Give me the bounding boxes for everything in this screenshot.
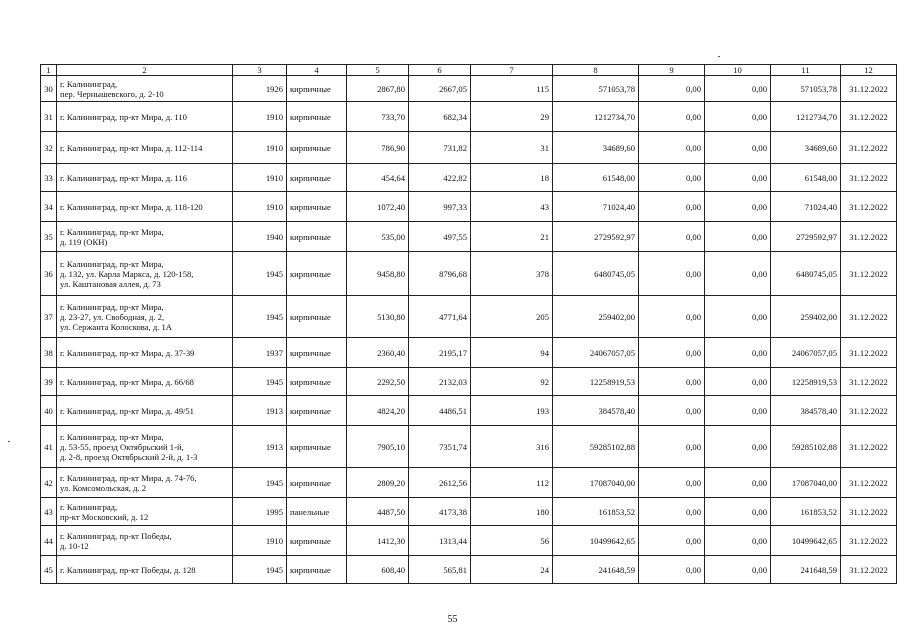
row-number: 40 — [41, 396, 57, 426]
living-area-cell: 682,34 — [409, 102, 471, 132]
budget-amount-cell: 0,00 — [705, 368, 771, 396]
residents-count-cell: 21 — [471, 222, 553, 252]
table-row — [41, 102, 897, 132]
address-cell: г. Калининград, пр-кт Мира, д. 132, ул. Карла Маркса, д. 120-158, ул. Каштановая аллея, д. 73 — [57, 252, 233, 296]
residents-count-cell: 92 — [471, 368, 553, 396]
year-built-cell: 1945 — [233, 468, 287, 498]
address-cell: г. Калининград, пр-кт Мира, д. 37-39 — [57, 338, 233, 368]
wall-material-cell: кирпичные — [287, 338, 347, 368]
deadline-date-cell: 31.12.2022 — [841, 164, 897, 192]
row-number: 42 — [41, 468, 57, 498]
other-amount-cell: 61548,00 — [771, 164, 841, 192]
table-row — [41, 338, 897, 368]
table-row — [41, 468, 897, 498]
year-built-cell: 1910 — [233, 192, 287, 222]
wall-material-cell: панельные — [287, 498, 347, 526]
total-area-cell: 608,40 — [347, 556, 409, 584]
address-cell: г. Калининград, пр-кт Мира, д. 66/68 — [57, 368, 233, 396]
wall-material-cell: кирпичные — [287, 76, 347, 102]
total-cost-cell: 571053,78 — [553, 76, 639, 102]
living-area-cell: 497,55 — [409, 222, 471, 252]
row-number: 38 — [41, 338, 57, 368]
row-number: 31 — [41, 102, 57, 132]
column-number: 11 — [771, 65, 841, 76]
wall-material-cell: кирпичные — [287, 102, 347, 132]
residents-count-cell: 94 — [471, 338, 553, 368]
living-area-cell: 2612,56 — [409, 468, 471, 498]
other-amount-cell: 571053,78 — [771, 76, 841, 102]
wall-material-cell: кирпичные — [287, 252, 347, 296]
other-amount-cell: 24067057,05 — [771, 338, 841, 368]
residents-count-cell: 180 — [471, 498, 553, 526]
fund-amount-cell: 0,00 — [639, 526, 705, 556]
fund-amount-cell: 0,00 — [639, 368, 705, 396]
total-area-cell: 535,00 — [347, 222, 409, 252]
table-body — [41, 65, 897, 584]
deadline-date-cell: 31.12.2022 — [841, 468, 897, 498]
deadline-date-cell: 31.12.2022 — [841, 426, 897, 468]
deadline-date-cell: 31.12.2022 — [841, 338, 897, 368]
total-area-cell: 1072,40 — [347, 192, 409, 222]
address-cell: г. Калининград, пр-кт Мира, д. 53-55, проезд Октябрьский 1-й, д. 2-8, проезд Октябрьский 2-й, д. 1-3 — [57, 426, 233, 468]
table-row — [41, 396, 897, 426]
table-row — [41, 132, 897, 164]
column-number: 9 — [639, 65, 705, 76]
column-number: 4 — [287, 65, 347, 76]
deadline-date-cell: 31.12.2022 — [841, 76, 897, 102]
year-built-cell: 1945 — [233, 252, 287, 296]
year-built-cell: 1913 — [233, 396, 287, 426]
fund-amount-cell: 0,00 — [639, 164, 705, 192]
other-amount-cell: 241648,59 — [771, 556, 841, 584]
fund-amount-cell: 0,00 — [639, 556, 705, 584]
other-amount-cell: 259402,00 — [771, 296, 841, 338]
total-area-cell: 2809,20 — [347, 468, 409, 498]
year-built-cell: 1910 — [233, 102, 287, 132]
row-number: 36 — [41, 252, 57, 296]
budget-amount-cell: 0,00 — [705, 76, 771, 102]
address-cell: г. Калининград, пр-кт Мира, д. 110 — [57, 102, 233, 132]
year-built-cell: 1945 — [233, 556, 287, 584]
row-number: 41 — [41, 426, 57, 468]
wall-material-cell: кирпичные — [287, 164, 347, 192]
wall-material-cell: кирпичные — [287, 132, 347, 164]
address-cell: г. Калининград, пр-кт Мира, д. 23-27, ул. Свободная, д. 2, ул. Сержанта Колоскова, д. 1А — [57, 296, 233, 338]
deadline-date-cell: 31.12.2022 — [841, 296, 897, 338]
wall-material-cell: кирпичные — [287, 526, 347, 556]
column-number-row — [41, 65, 897, 76]
other-amount-cell: 2729592,97 — [771, 222, 841, 252]
wall-material-cell: кирпичные — [287, 368, 347, 396]
fund-amount-cell: 0,00 — [639, 102, 705, 132]
other-amount-cell: 71024,40 — [771, 192, 841, 222]
total-area-cell: 5130,80 — [347, 296, 409, 338]
other-amount-cell: 10499642,65 — [771, 526, 841, 556]
total-cost-cell: 34689,60 — [553, 132, 639, 164]
living-area-cell: 2667,05 — [409, 76, 471, 102]
budget-amount-cell: 0,00 — [705, 252, 771, 296]
total-cost-cell: 161853,52 — [553, 498, 639, 526]
row-number: 44 — [41, 526, 57, 556]
scan-speck — [718, 56, 720, 57]
wall-material-cell: кирпичные — [287, 396, 347, 426]
column-number: 6 — [409, 65, 471, 76]
table-row — [41, 368, 897, 396]
wall-material-cell: кирпичные — [287, 222, 347, 252]
budget-amount-cell: 0,00 — [705, 132, 771, 164]
residents-count-cell: 56 — [471, 526, 553, 556]
total-area-cell: 9458,80 — [347, 252, 409, 296]
residents-count-cell: 43 — [471, 192, 553, 222]
residents-count-cell: 112 — [471, 468, 553, 498]
table-row — [41, 192, 897, 222]
other-amount-cell: 59285102,88 — [771, 426, 841, 468]
table-row — [41, 222, 897, 252]
table-row — [41, 164, 897, 192]
living-area-cell: 7351,74 — [409, 426, 471, 468]
wall-material-cell: кирпичные — [287, 426, 347, 468]
wall-material-cell: кирпичные — [287, 192, 347, 222]
fund-amount-cell: 0,00 — [639, 498, 705, 526]
living-area-cell: 8796,68 — [409, 252, 471, 296]
table-row — [41, 296, 897, 338]
fund-amount-cell: 0,00 — [639, 396, 705, 426]
residents-count-cell: 18 — [471, 164, 553, 192]
total-area-cell: 786,90 — [347, 132, 409, 164]
total-cost-cell: 10499642,65 — [553, 526, 639, 556]
residents-count-cell: 193 — [471, 396, 553, 426]
table-row — [41, 426, 897, 468]
page-number: 55 — [447, 614, 458, 625]
fund-amount-cell: 0,00 — [639, 132, 705, 164]
year-built-cell: 1945 — [233, 368, 287, 396]
wall-material-cell: кирпичные — [287, 556, 347, 584]
living-area-cell: 1313,44 — [409, 526, 471, 556]
budget-amount-cell: 0,00 — [705, 498, 771, 526]
total-cost-cell: 71024,40 — [553, 192, 639, 222]
other-amount-cell: 34689,60 — [771, 132, 841, 164]
address-cell: г. Калининград, пр-кт Мира, д. 119 (ОКН) — [57, 222, 233, 252]
total-area-cell: 7905,10 — [347, 426, 409, 468]
row-number: 32 — [41, 132, 57, 164]
table-row — [41, 556, 897, 584]
living-area-cell: 565,81 — [409, 556, 471, 584]
row-number: 37 — [41, 296, 57, 338]
living-area-cell: 731,82 — [409, 132, 471, 164]
fund-amount-cell: 0,00 — [639, 192, 705, 222]
wall-material-cell: кирпичные — [287, 468, 347, 498]
year-built-cell: 1910 — [233, 526, 287, 556]
year-built-cell: 1913 — [233, 426, 287, 468]
other-amount-cell: 17087040,00 — [771, 468, 841, 498]
deadline-date-cell: 31.12.2022 — [841, 498, 897, 526]
other-amount-cell: 6480745,05 — [771, 252, 841, 296]
total-area-cell: 1412,30 — [347, 526, 409, 556]
row-number: 39 — [41, 368, 57, 396]
address-cell: г. Калининград, пр-кт Мира, д. 118-120 — [57, 192, 233, 222]
address-cell: г. Калининград, пр-кт Мира, д. 49/51 — [57, 396, 233, 426]
total-cost-cell: 24067057,05 — [553, 338, 639, 368]
budget-amount-cell: 0,00 — [705, 222, 771, 252]
fund-amount-cell: 0,00 — [639, 338, 705, 368]
year-built-cell: 1926 — [233, 76, 287, 102]
row-number: 34 — [41, 192, 57, 222]
living-area-cell: 4771,64 — [409, 296, 471, 338]
total-area-cell: 2360,40 — [347, 338, 409, 368]
column-number: 8 — [553, 65, 639, 76]
living-area-cell: 4486,51 — [409, 396, 471, 426]
total-cost-cell: 17087040,00 — [553, 468, 639, 498]
housing-register-table — [40, 64, 897, 584]
deadline-date-cell: 31.12.2022 — [841, 102, 897, 132]
deadline-date-cell: 31.12.2022 — [841, 222, 897, 252]
living-area-cell: 2195,17 — [409, 338, 471, 368]
total-cost-cell: 1212734,70 — [553, 102, 639, 132]
year-built-cell: 1995 — [233, 498, 287, 526]
scan-speck — [8, 441, 10, 442]
fund-amount-cell: 0,00 — [639, 252, 705, 296]
total-area-cell: 2292,50 — [347, 368, 409, 396]
table-row — [41, 498, 897, 526]
budget-amount-cell: 0,00 — [705, 192, 771, 222]
deadline-date-cell: 31.12.2022 — [841, 396, 897, 426]
fund-amount-cell: 0,00 — [639, 76, 705, 102]
residents-count-cell: 29 — [471, 102, 553, 132]
total-cost-cell: 384578,40 — [553, 396, 639, 426]
total-cost-cell: 2729592,97 — [553, 222, 639, 252]
row-number: 33 — [41, 164, 57, 192]
total-cost-cell: 259402,00 — [553, 296, 639, 338]
column-number: 3 — [233, 65, 287, 76]
deadline-date-cell: 31.12.2022 — [841, 368, 897, 396]
budget-amount-cell: 0,00 — [705, 426, 771, 468]
residents-count-cell: 205 — [471, 296, 553, 338]
budget-amount-cell: 0,00 — [705, 338, 771, 368]
fund-amount-cell: 0,00 — [639, 426, 705, 468]
budget-amount-cell: 0,00 — [705, 296, 771, 338]
fund-amount-cell: 0,00 — [639, 296, 705, 338]
column-number: 5 — [347, 65, 409, 76]
total-cost-cell: 59285102,88 — [553, 426, 639, 468]
total-cost-cell: 12258919,53 — [553, 368, 639, 396]
other-amount-cell: 12258919,53 — [771, 368, 841, 396]
address-cell: г. Калининград, пр-кт Мира, д. 112-114 — [57, 132, 233, 164]
budget-amount-cell: 0,00 — [705, 102, 771, 132]
total-area-cell: 733,70 — [347, 102, 409, 132]
other-amount-cell: 1212734,70 — [771, 102, 841, 132]
row-number: 35 — [41, 222, 57, 252]
total-area-cell: 4824,20 — [347, 396, 409, 426]
wall-material-cell: кирпичные — [287, 296, 347, 338]
living-area-cell: 2132,03 — [409, 368, 471, 396]
residents-count-cell: 115 — [471, 76, 553, 102]
budget-amount-cell: 0,00 — [705, 526, 771, 556]
other-amount-cell: 384578,40 — [771, 396, 841, 426]
total-cost-cell: 241648,59 — [553, 556, 639, 584]
residents-count-cell: 316 — [471, 426, 553, 468]
budget-amount-cell: 0,00 — [705, 396, 771, 426]
living-area-cell: 997,33 — [409, 192, 471, 222]
row-number: 45 — [41, 556, 57, 584]
residents-count-cell: 378 — [471, 252, 553, 296]
year-built-cell: 1945 — [233, 296, 287, 338]
deadline-date-cell: 31.12.2022 — [841, 192, 897, 222]
column-number: 12 — [841, 65, 897, 76]
column-number: 1 — [41, 65, 57, 76]
address-cell: г. Калининград, пр-кт Победы, д. 128 — [57, 556, 233, 584]
table-row — [41, 76, 897, 102]
address-cell: г. Калининград, пр-кт Мира, д. 116 — [57, 164, 233, 192]
address-cell: г. Калининград, пер. Чернышевского, д. 2-10 — [57, 76, 233, 102]
column-number: 7 — [471, 65, 553, 76]
deadline-date-cell: 31.12.2022 — [841, 556, 897, 584]
year-built-cell: 1937 — [233, 338, 287, 368]
address-cell: г. Калининград, пр-кт Победы, д. 10-12 — [57, 526, 233, 556]
deadline-date-cell: 31.12.2022 — [841, 252, 897, 296]
total-cost-cell: 61548,00 — [553, 164, 639, 192]
total-area-cell: 454,64 — [347, 164, 409, 192]
deadline-date-cell: 31.12.2022 — [841, 132, 897, 164]
fund-amount-cell: 0,00 — [639, 222, 705, 252]
budget-amount-cell: 0,00 — [705, 468, 771, 498]
table-row — [41, 252, 897, 296]
total-area-cell: 4487,50 — [347, 498, 409, 526]
year-built-cell: 1910 — [233, 164, 287, 192]
deadline-date-cell: 31.12.2022 — [841, 526, 897, 556]
table-row — [41, 526, 897, 556]
living-area-cell: 4173,38 — [409, 498, 471, 526]
row-number: 43 — [41, 498, 57, 526]
year-built-cell: 1910 — [233, 132, 287, 164]
budget-amount-cell: 0,00 — [705, 556, 771, 584]
fund-amount-cell: 0,00 — [639, 468, 705, 498]
column-number: 2 — [57, 65, 233, 76]
address-cell: г. Калининград, пр-кт Мира, д. 74-76, ул. Комсомольская, д. 2 — [57, 468, 233, 498]
address-cell: г. Калининград, пр-кт Московский, д. 12 — [57, 498, 233, 526]
residents-count-cell: 31 — [471, 132, 553, 164]
year-built-cell: 1940 — [233, 222, 287, 252]
residents-count-cell: 24 — [471, 556, 553, 584]
row-number: 30 — [41, 76, 57, 102]
living-area-cell: 422,82 — [409, 164, 471, 192]
budget-amount-cell: 0,00 — [705, 164, 771, 192]
total-area-cell: 2867,80 — [347, 76, 409, 102]
other-amount-cell: 161853,52 — [771, 498, 841, 526]
total-cost-cell: 6480745,05 — [553, 252, 639, 296]
column-number: 10 — [705, 65, 771, 76]
